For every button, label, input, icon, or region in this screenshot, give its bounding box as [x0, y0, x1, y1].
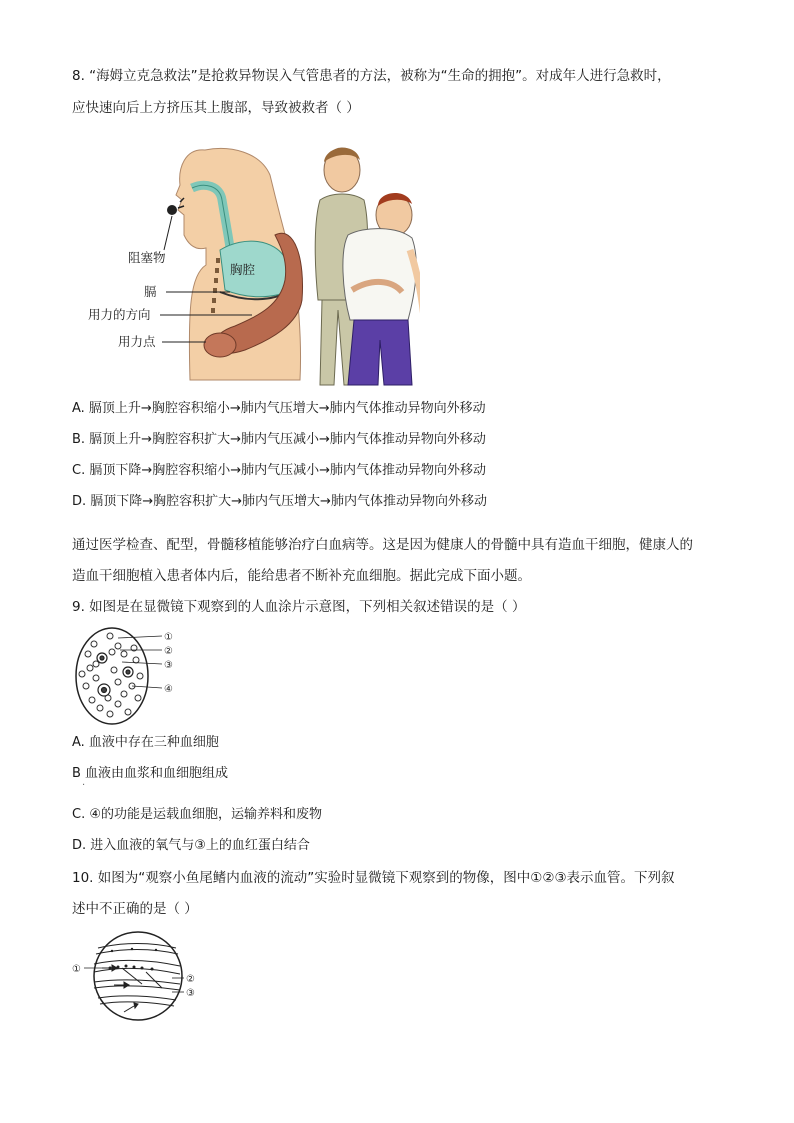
q8-option-c: C. 膈顶下降→胸腔容积缩小→肺内气压减小→肺内气体推动异物向外移动	[72, 463, 487, 478]
q9-option-a: A. 血液中存在三种血细胞	[72, 735, 219, 750]
q8-stem-line2: 应快速向后上方挤压其上腹部，导致被救者（ ）	[72, 100, 360, 116]
label-force-direction: 用力的方向	[88, 307, 151, 322]
q8-stem-line1: 8. “海姆立克急救法”是抢救异物误入气管患者的方法，被称为“生命的拥抱”。对成年人进行急救时，	[72, 68, 671, 84]
q9-marker-2: ②	[164, 646, 173, 657]
label-chest: 胸腔	[230, 262, 256, 277]
q8-option-d: D. 膈顶下降→胸腔容积扩大→肺内气压增大→肺内气体推动异物向外移动	[72, 494, 487, 509]
q9-marker-4: ④	[164, 684, 173, 695]
rescue-scene	[315, 148, 420, 385]
q10-marker-1: ①	[72, 964, 81, 975]
obstruction-dot	[167, 205, 177, 215]
q9-marker-3: ③	[164, 660, 173, 671]
blood-smear-figure	[74, 624, 194, 728]
q10-marker-2: ②	[186, 974, 195, 985]
rescuer-fist	[204, 333, 236, 357]
q10-marker-3: ③	[186, 988, 195, 999]
q8-option-a: A. 膈顶上升→胸腔容积缩小→肺内气压增大→肺内气体推动异物向外移动	[72, 401, 486, 416]
q9-option-d: D. 进入血液的氧气与③上的血红蛋白结合	[72, 838, 310, 853]
label-obstruction: 阻塞物	[128, 250, 166, 265]
q10-stem-line1: 10. 如图为“观察小鱼尾鳍内血液的流动”实验时显微镜下观察到的物像，图中①②③表示血管。下列叙	[72, 870, 675, 886]
q10-stem-line2: 述中不正确的是（ ）	[72, 901, 198, 917]
q9-option-c: C. ④的功能是运载血细胞，运输养料和废物	[72, 807, 322, 822]
label-diaphragm: 膈	[144, 284, 157, 299]
label-force-point: 用力点	[118, 334, 156, 349]
q9-stem: 9. 如图是在显微镜下观察到的人血涂片示意图，下列相关叙述错误的是（ ）	[72, 599, 526, 615]
intro-line1: 通过医学检查、配型，骨髓移植能够治疗白血病等。这是因为健康人的骨髓中具有造血干细胞，健康人的	[72, 537, 693, 553]
intro-line2: 造血干细胞植入患者体内后，能给患者不断补充血细胞。据此完成下面小题。	[72, 568, 531, 584]
q9-marker-1: ①	[164, 632, 173, 643]
heimlich-figure	[80, 140, 420, 390]
q8-option-b: B. 膈顶上升→胸腔容积扩大→肺内气压减小→肺内气体推动异物向外移动	[72, 432, 486, 447]
q9-option-b: B 血液由血浆和血细胞组成	[72, 766, 229, 781]
stray-dot: ·	[82, 780, 86, 791]
fish-tail-figure	[72, 928, 202, 1024]
